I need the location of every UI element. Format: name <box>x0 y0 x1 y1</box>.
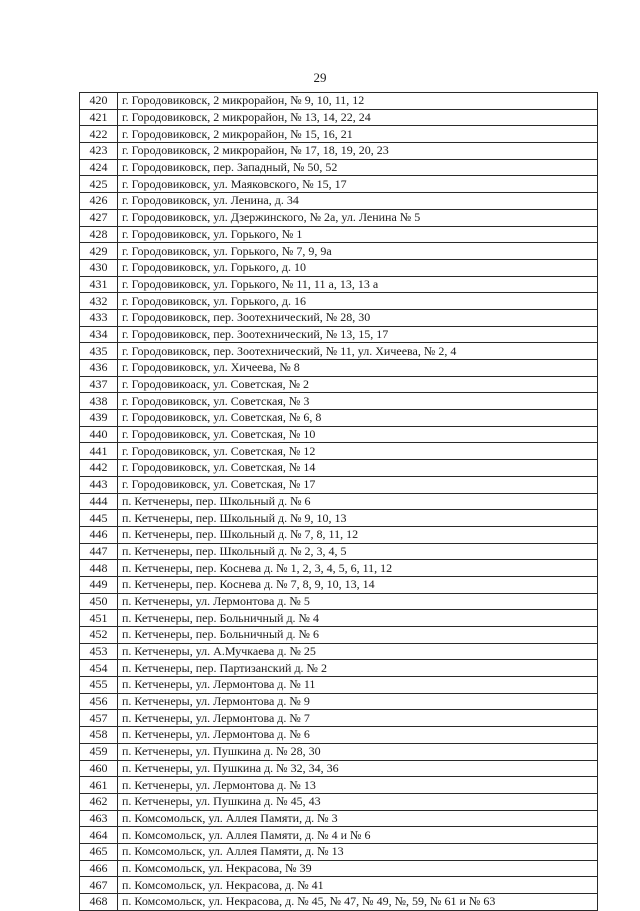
table-row <box>80 660 598 677</box>
row-number-cell: 447 <box>80 543 118 560</box>
address-cell: г. Городовиковск, 2 микрорайон, № 15, 16, 21 <box>118 126 598 143</box>
row-number-cell: 426 <box>80 193 118 210</box>
address-cell: г. Городовиковск, пер. Зоотехнический, № 13, 15, 17 <box>118 326 598 343</box>
address-cell: п. Кетченеры, ул. Лермонтова д. № 13 <box>118 777 598 794</box>
row-number-cell: 423 <box>80 143 118 160</box>
address-cell: г. Городовиковск, ул. Советская, № 17 <box>118 476 598 493</box>
table-row <box>80 276 598 293</box>
row-number-cell: 436 <box>80 360 118 377</box>
row-number-cell: 451 <box>80 610 118 627</box>
address-cell: г. Городовикоаск, ул. Советская, № 2 <box>118 376 598 393</box>
table-row <box>80 777 598 794</box>
address-cell: п. Кетченеры, ул. Пушкина д. № 32, 34, 36 <box>118 760 598 777</box>
address-cell: п. Кетченеры, пер. Школьный д. № 7, 8, 11, 12 <box>118 526 598 543</box>
table-row <box>80 860 598 877</box>
address-cell: г. Городовиковск, ул. Горького, д. 16 <box>118 293 598 310</box>
address-cell: п. Кетченеры, ул. Пушкина д. № 45, 43 <box>118 793 598 810</box>
row-number-cell: 446 <box>80 526 118 543</box>
address-cell: г. Городовиковск, 2 микрорайон, № 17, 18, 19, 20, 23 <box>118 143 598 160</box>
table-row <box>80 176 598 193</box>
table-row <box>80 843 598 860</box>
table-row <box>80 393 598 410</box>
row-number-cell: 450 <box>80 593 118 610</box>
row-number-cell: 439 <box>80 410 118 427</box>
address-cell: п. Кетченеры, пер. Больничный д. № 6 <box>118 627 598 644</box>
row-number-cell: 455 <box>80 677 118 694</box>
page-number: 29 <box>313 70 327 85</box>
address-cell: п. Комсомольск, ул. Аллея Памяти, д. № 13 <box>118 843 598 860</box>
table-row <box>80 209 598 226</box>
row-number-cell: 443 <box>80 476 118 493</box>
table-row <box>80 643 598 660</box>
table-row <box>80 743 598 760</box>
address-cell: г. Городовиковск, ул. Советская, № 6, 8 <box>118 410 598 427</box>
row-number-cell: 438 <box>80 393 118 410</box>
table-row <box>80 827 598 844</box>
row-number-cell: 442 <box>80 460 118 477</box>
address-cell: п. Кетченеры, пер. Коснева д. № 7, 8, 9, 10, 13, 14 <box>118 576 598 593</box>
table-row <box>80 693 598 710</box>
address-cell: г. Городовиковск, ул. Горького, № 7, 9, 9а <box>118 243 598 260</box>
table-row <box>80 93 598 110</box>
address-table <box>79 92 598 911</box>
table-row <box>80 727 598 744</box>
address-cell: г. Городовиковск, пер. Зоотехнический, № 28, 30 <box>118 309 598 326</box>
table-row <box>80 627 598 644</box>
address-cell: п. Кетченеры, пер. Партизанский д. № 2 <box>118 660 598 677</box>
row-number-cell: 462 <box>80 793 118 810</box>
row-number-cell: 440 <box>80 426 118 443</box>
table-row <box>80 760 598 777</box>
row-number-cell: 458 <box>80 727 118 744</box>
address-cell: п. Кетченеры, ул. Лермонтова д. № 5 <box>118 593 598 610</box>
row-number-cell: 434 <box>80 326 118 343</box>
row-number-cell: 430 <box>80 259 118 276</box>
row-number-cell: 427 <box>80 209 118 226</box>
table-row <box>80 576 598 593</box>
table-row <box>80 193 598 210</box>
table-row <box>80 610 598 627</box>
address-cell: г. Городовиковск, ул. Горького, № 11, 11 а, 13, 13 а <box>118 276 598 293</box>
table-row <box>80 526 598 543</box>
row-number-cell: 437 <box>80 376 118 393</box>
table-row <box>80 309 598 326</box>
address-cell: г. Городовиковск, ул. Ленина, д. 34 <box>118 193 598 210</box>
address-cell: г. Городовиковск, ул. Советская, № 3 <box>118 393 598 410</box>
row-number-cell: 456 <box>80 693 118 710</box>
address-cell: г. Городовиковск, ул. Советская, № 14 <box>118 460 598 477</box>
table-row <box>80 543 598 560</box>
address-cell: г. Городовиковск, пер. Западный, № 50, 52 <box>118 159 598 176</box>
address-cell: п. Кетченеры, пер. Школьный д. № 6 <box>118 493 598 510</box>
table-row <box>80 159 598 176</box>
table-row <box>80 493 598 510</box>
address-cell: г. Городовиковск, пер. Зоотехнический, № 11, ул. Хичеева, № 2, 4 <box>118 343 598 360</box>
table-row <box>80 476 598 493</box>
table-row <box>80 877 598 894</box>
address-cell: п. Комсомольск, ул. Некрасова, д. № 41 <box>118 877 598 894</box>
table-row <box>80 677 598 694</box>
row-number-cell: 449 <box>80 576 118 593</box>
table-row <box>80 710 598 727</box>
address-cell: п. Комсомольск, ул. Некрасова, д. № 45, № 47, № 49, №, 59, № 61 и № 63 <box>118 894 598 911</box>
table-row <box>80 443 598 460</box>
row-number-cell: 420 <box>80 93 118 110</box>
table-row <box>80 259 598 276</box>
row-number-cell: 422 <box>80 126 118 143</box>
row-number-cell: 457 <box>80 710 118 727</box>
row-number-cell: 432 <box>80 293 118 310</box>
address-cell: г. Городовиковск, ул. Советская, № 12 <box>118 443 598 460</box>
table-row <box>80 426 598 443</box>
address-cell: п. Кетченеры, ул. Пушкина д. № 28, 30 <box>118 743 598 760</box>
table-row <box>80 593 598 610</box>
address-cell: г. Городовиковск, ул. Хичеева, № 8 <box>118 360 598 377</box>
table-row <box>80 793 598 810</box>
table-row <box>80 326 598 343</box>
table-row <box>80 293 598 310</box>
address-cell: г. Городовиковск, ул. Дзержинского, № 2а, ул. Ленина № 5 <box>118 209 598 226</box>
address-cell: г. Городовиковск, ул. Горького, № 1 <box>118 226 598 243</box>
address-cell: п. Кетченеры, ул. А.Мучкаева д. № 25 <box>118 643 598 660</box>
address-cell: п. Кетченеры, пер. Школьный д. № 9, 10, 13 <box>118 510 598 527</box>
row-number-cell: 454 <box>80 660 118 677</box>
address-cell: п. Комсомольск, ул. Аллея Памяти, д. № 4 и № 6 <box>118 827 598 844</box>
row-number-cell: 435 <box>80 343 118 360</box>
row-number-cell: 467 <box>80 877 118 894</box>
address-cell: п. Кетченеры, ул. Лермонтова д. № 9 <box>118 693 598 710</box>
address-cell: п. Кетченеры, пер. Коснева д. № 1, 2, 3, 4, 5, 6, 11, 12 <box>118 560 598 577</box>
table-row <box>80 376 598 393</box>
row-number-cell: 463 <box>80 810 118 827</box>
row-number-cell: 441 <box>80 443 118 460</box>
table-row <box>80 460 598 477</box>
table-row <box>80 109 598 126</box>
table-row <box>80 126 598 143</box>
row-number-cell: 461 <box>80 777 118 794</box>
table-row <box>80 143 598 160</box>
row-number-cell: 459 <box>80 743 118 760</box>
table-row <box>80 226 598 243</box>
row-number-cell: 464 <box>80 827 118 844</box>
row-number-cell: 466 <box>80 860 118 877</box>
row-number-cell: 448 <box>80 560 118 577</box>
row-number-cell: 460 <box>80 760 118 777</box>
row-number-cell: 431 <box>80 276 118 293</box>
row-number-cell: 424 <box>80 159 118 176</box>
table-row <box>80 894 598 911</box>
row-number-cell: 453 <box>80 643 118 660</box>
address-cell: п. Кетченеры, ул. Лермонтова д. № 7 <box>118 710 598 727</box>
row-number-cell: 429 <box>80 243 118 260</box>
address-cell: г. Городовиковск, 2 микрорайон, № 9, 10, 11, 12 <box>118 93 598 110</box>
row-number-cell: 421 <box>80 109 118 126</box>
address-cell: п. Комсомольск, ул. Некрасова, № 39 <box>118 860 598 877</box>
table-row <box>80 810 598 827</box>
address-cell: п. Кетченеры, ул. Лермонтова д. № 6 <box>118 727 598 744</box>
row-number-cell: 452 <box>80 627 118 644</box>
row-number-cell: 428 <box>80 226 118 243</box>
row-number-cell: 445 <box>80 510 118 527</box>
table-row <box>80 560 598 577</box>
address-cell: г. Городовиковск, ул. Горького, д. 10 <box>118 259 598 276</box>
table-row <box>80 343 598 360</box>
address-table-body <box>80 93 598 911</box>
address-cell: г. Городовиковск, ул. Маяковского, № 15, 17 <box>118 176 598 193</box>
address-cell: п. Кетченеры, пер. Больничный д. № 4 <box>118 610 598 627</box>
row-number-cell: 468 <box>80 894 118 911</box>
address-cell: г. Городовиковск, ул. Советская, № 10 <box>118 426 598 443</box>
table-row <box>80 410 598 427</box>
row-number-cell: 425 <box>80 176 118 193</box>
address-cell: г. Городовиковск, 2 микрорайон, № 13, 14, 22, 24 <box>118 109 598 126</box>
row-number-cell: 433 <box>80 309 118 326</box>
table-row <box>80 510 598 527</box>
address-cell: п. Кетченеры, пер. Школьный д. № 2, 3, 4, 5 <box>118 543 598 560</box>
address-cell: п. Кетченеры, ул. Лермонтова д. № 11 <box>118 677 598 694</box>
table-row <box>80 360 598 377</box>
row-number-cell: 465 <box>80 843 118 860</box>
row-number-cell: 444 <box>80 493 118 510</box>
table-row <box>80 243 598 260</box>
address-cell: п. Комсомольск, ул. Аллея Памяти, д. № 3 <box>118 810 598 827</box>
